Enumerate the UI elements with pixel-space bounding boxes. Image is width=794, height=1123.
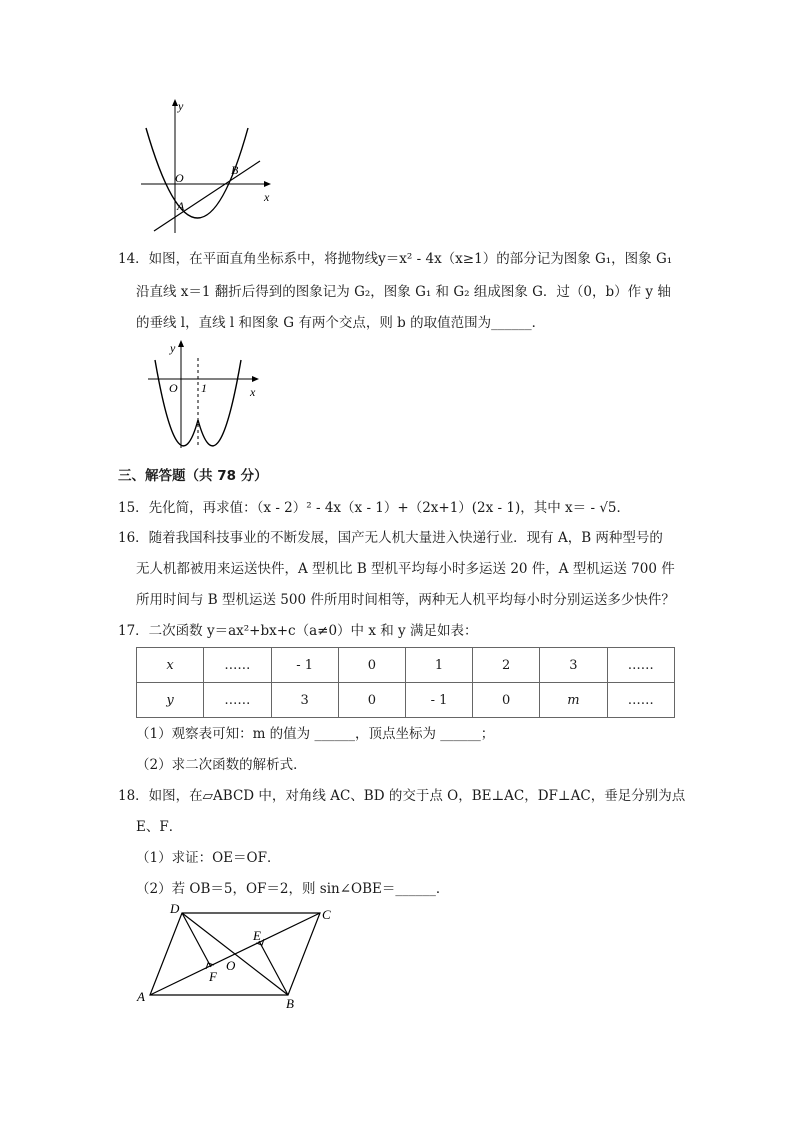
table-row-x [137, 648, 675, 683]
label-o: O [226, 958, 236, 973]
table-cell: m [540, 683, 607, 718]
label-a: A [137, 989, 145, 1004]
table-cell: x [137, 648, 204, 683]
y-axis-arrow [178, 340, 184, 347]
label-y: y [178, 99, 184, 113]
label-f: F [209, 969, 217, 984]
table-cell: y [137, 683, 204, 718]
label-o: O [175, 171, 184, 185]
table-cell: - 1 [405, 683, 472, 718]
q17-value-table [136, 647, 675, 718]
table-cell: 0 [338, 648, 405, 683]
q14-line-1: 14．如图，在平面直角坐标系中，将抛物线y＝x² - 4x（x≥1）的部分记为图象 G₁，图象 G₁ [118, 251, 673, 267]
label-o: O [169, 381, 178, 395]
q16-line-3: 所用时间与 B 型机运送 500 件所用时间相等，两种无人机平均每小时分别运送多少快件？ [136, 592, 675, 608]
table-cell: 3 [271, 683, 338, 718]
q18-sub-2: （2）若 OB＝5，OF＝2，则 sin∠OBE＝______． [136, 881, 450, 897]
diagonal-bd [182, 913, 288, 995]
x-axis-arrow [252, 376, 259, 382]
line-ab [154, 161, 260, 231]
figure-18-parallelogram [130, 898, 345, 1013]
label-x: x [250, 385, 256, 399]
table-cell: - 1 [271, 648, 338, 683]
figure-14-graph [138, 338, 268, 453]
label-b: B [231, 163, 239, 177]
q15-text: 15．先化简，再求值：（x - 2）² - 4x（x - 1）+（2x+1）(2x - 1)，其中 x＝ - √5． [118, 500, 631, 516]
q14-line-2: 沿直线 x＝1 翻折后得到的图象记为 G₂，图象 G₁ 和 G₂ 组成图象 G．过（0，b）作 y 轴 [136, 284, 671, 300]
label-y: y [170, 341, 176, 355]
label-one: 1 [201, 381, 207, 395]
table-row-y [137, 683, 675, 718]
table-cell: 0 [473, 683, 540, 718]
q16-line-1: 16．随着我国科技事业的不断发展，国产无人机大量进入快递行业．现有 A，B 两种型号的 [118, 530, 663, 546]
section-heading: 三、解答题（共 78 分） [118, 468, 268, 484]
perpendicular-be [259, 941, 288, 995]
label-b: B [286, 996, 294, 1011]
table-cell: …… [607, 683, 675, 718]
label-c: C [322, 907, 331, 922]
label-x: x [264, 190, 270, 204]
table-cell: …… [607, 648, 675, 683]
q18-sub-1: （1）求证：OE＝OF． [136, 850, 281, 866]
q16-line-2: 无人机都被用来运送快件，A 型机比 B 型机平均每小时多运送 20 件，A 型机运送 700 件 [136, 561, 675, 577]
q18-line-1: 18．如图，在▱ABCD 中，对角线 AC、BD 的交于点 O，BE⊥AC，DF⊥AC，垂足分别为点 [118, 788, 686, 804]
figure-13-graph [138, 98, 278, 238]
x-axis-arrow [264, 181, 271, 187]
q17-sub-1: （1）观察表可知：m 的值为 ______，顶点坐标为 ______； [136, 726, 495, 742]
q14-line-3: 的垂线 l，直线 l 和图象 G 有两个交点，则 b 的取值范围为______． [136, 315, 546, 331]
table-cell: 0 [338, 683, 405, 718]
label-d: D [170, 901, 180, 916]
q18-line-2: E、F． [136, 819, 183, 835]
table-cell: …… [204, 683, 271, 718]
curve-g1 [198, 360, 241, 446]
curve-g2 [155, 360, 198, 446]
label-a: A [177, 199, 185, 213]
q17-sub-2: （2）求二次函数的解析式． [136, 757, 307, 773]
table-cell: 1 [405, 648, 472, 683]
table-cell: 3 [540, 648, 607, 683]
perpendicular-df [182, 913, 211, 967]
table-cell: …… [204, 648, 271, 683]
table-cell: 2 [473, 648, 540, 683]
label-e: E [253, 928, 261, 943]
q17-line-1: 17．二次函数 y＝ax²+bx+c（a≠0）中 x 和 y 满足如表： [118, 623, 478, 639]
